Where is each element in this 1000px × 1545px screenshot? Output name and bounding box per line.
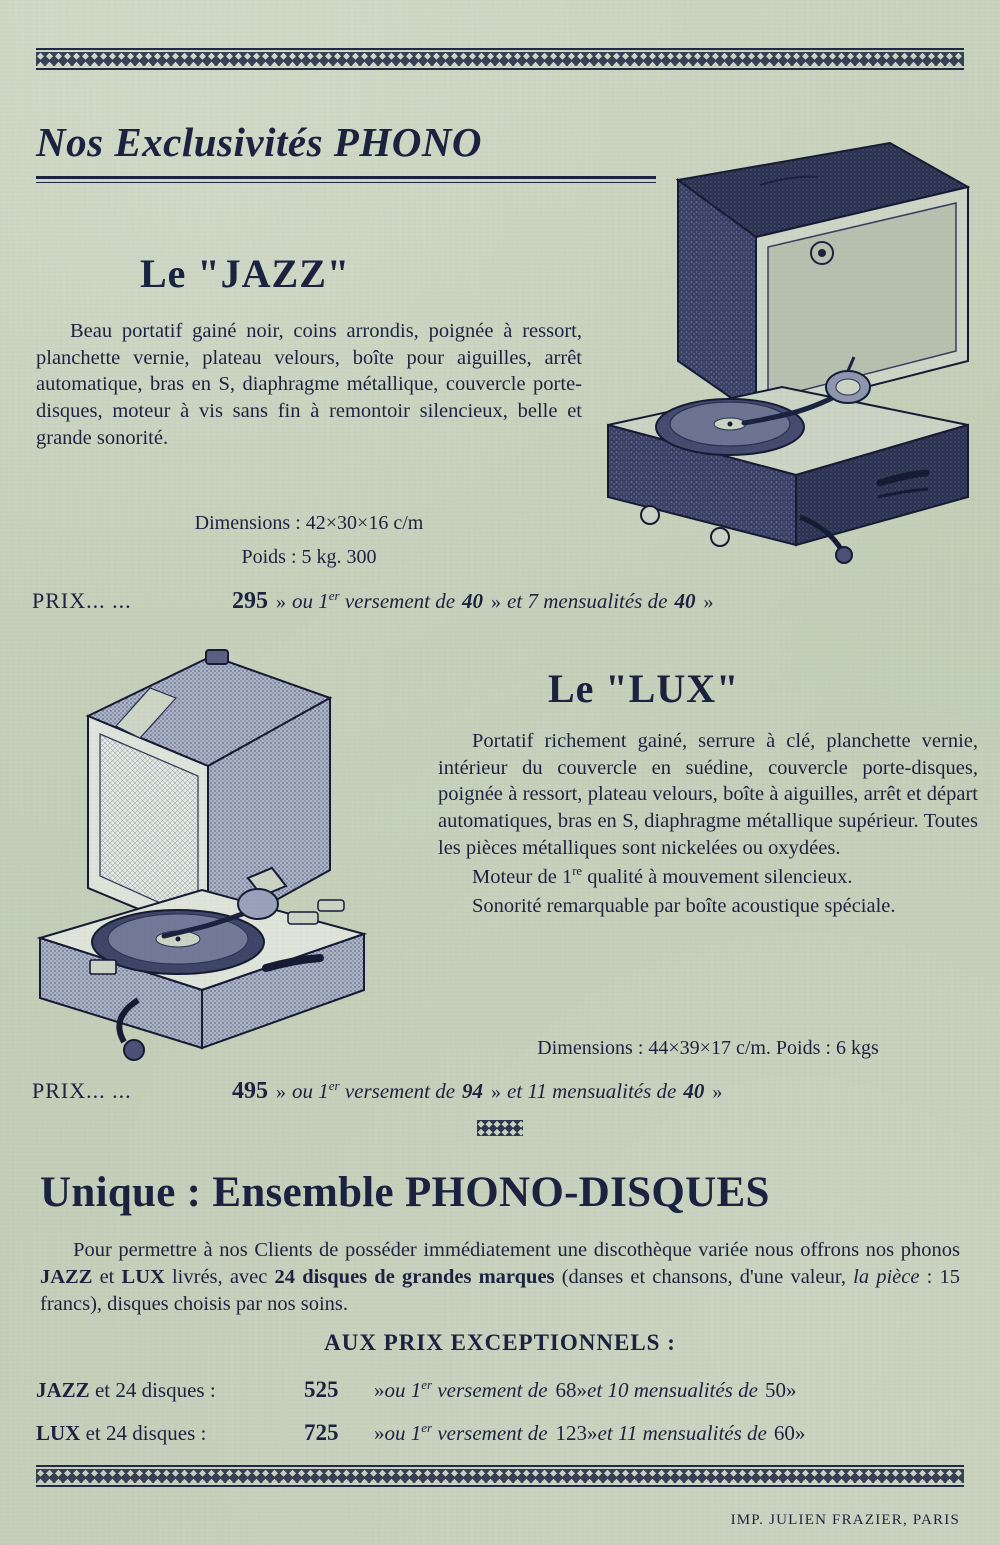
currency-mark-8: » <box>576 1378 588 1402</box>
combo-label-lux: LUX et 24 disques : <box>36 1421 207 1445</box>
ornamental-band-top <box>36 48 964 70</box>
imprint-line: IMP. JULIEN FRAZIER, PARIS <box>730 1512 960 1528</box>
monthly-intro-jazz: et 7 mensualités de <box>507 589 668 613</box>
product-dimensions-jazz: Dimensions : 42×30×16 c/m <box>194 512 424 534</box>
promo-italic: la pièce <box>853 1266 920 1289</box>
currency-mark-11: » <box>587 1421 598 1445</box>
promo-description <box>40 1237 960 1318</box>
installment-intro-jazz: ou 1 <box>292 589 329 613</box>
installment-intro-lux: ou 1 <box>292 1079 329 1103</box>
price-label-jazz: PRIX... ... <box>32 588 132 613</box>
product-weight-jazz: Poids : 5 kg. 300 <box>241 546 377 568</box>
combo-offer-lux: LUX et 24 disques : 725 » ou 1er versement de 123 » et 11 mensualités de 60 » <box>36 1420 806 1445</box>
promo-text-2: livrés, avec <box>164 1266 275 1289</box>
combo-offer-jazz: JAZZ et 24 disques : 525 » ou 1er versement de 68 » et 10 mensualités de 50 » <box>36 1377 797 1402</box>
currency-mark-5: » <box>491 1081 502 1103</box>
promo-text-1: Pour permettre à nos Clients de posséder immédiatement une discothèque variée nous offrons nos phonos <box>73 1239 961 1261</box>
installment-rest-lux: versement de <box>344 1079 456 1103</box>
price-row-jazz <box>32 588 972 615</box>
down-payment-lux: 94 <box>462 1079 484 1103</box>
title-underline <box>36 176 656 183</box>
price-amount-jazz: 295 <box>232 588 268 614</box>
jazz-gramophone-illustration <box>590 125 970 580</box>
combo-monthly-intro-lux: et 11 mensualités de <box>597 1421 767 1445</box>
price-row-lux <box>32 1078 972 1105</box>
promo-text-3: (danses et chansons, d'une valeur, <box>554 1266 854 1289</box>
installment-rest-jazz: versement de <box>344 589 456 613</box>
promo-lux: LUX <box>121 1266 165 1289</box>
currency-mark-12: » <box>794 1421 806 1445</box>
promo-discs: 24 disques de grandes marques <box>274 1266 555 1289</box>
currency-mark-2: » <box>491 591 502 613</box>
installment-sup-lux: er <box>328 1078 340 1093</box>
promo-and: et <box>92 1266 122 1289</box>
combo-monthly-intro-jazz: et 10 mensualités de <box>587 1378 758 1402</box>
promo-subtitle: AUX PRIX EXCEPTIONNELS : <box>324 1330 676 1355</box>
combo-down-lux: 123 <box>555 1421 588 1445</box>
promo-jazz: JAZZ <box>40 1266 93 1289</box>
lux-motor-line: Moteur de 1re qualité à mouvement silencieux. <box>472 864 853 889</box>
monthly-intro-lux: et 11 mensualités de <box>507 1079 677 1103</box>
combo-monthly-lux: 60 <box>773 1421 795 1445</box>
product-title-jazz: Le "JAZZ" <box>140 251 351 296</box>
promo-text-4: : 15 francs), disques choisis par nos soins. <box>40 1266 960 1316</box>
monthly-amount-jazz: 40 <box>674 589 696 613</box>
ornamental-band-bottom <box>36 1465 964 1487</box>
down-payment-jazz: 40 <box>462 589 484 613</box>
product-description-jazz: Beau portatif gainé noir, coins arrondis, poignée à ressort, planchette vernie, plateau velours, boîte pour aiguilles, arrêt automatique, bras en S, diaphragme métallique, couvercle porte-disques, moteur à vis sans fin à remontoir silencieux, belle et grande sonorité. <box>36 320 582 449</box>
combo-price-jazz: 525 <box>304 1377 339 1402</box>
combo-price-lux: 725 <box>304 1420 339 1445</box>
price-label-lux: PRIX... ... <box>32 1078 132 1103</box>
combo-monthly-jazz: 50 <box>764 1378 786 1402</box>
ornamental-divider <box>477 1120 523 1136</box>
product-dimensions-lux: Dimensions : 44×39×17 c/m. Poids : 6 kgs <box>537 1037 879 1059</box>
monthly-amount-lux: 40 <box>683 1079 705 1103</box>
combo-label-jazz: JAZZ et 24 disques : <box>36 1378 216 1402</box>
product-title-lux: Le "LUX" <box>548 666 740 711</box>
currency-mark-3: » <box>703 591 714 613</box>
currency-mark-9: » <box>785 1378 797 1402</box>
currency-mark-4: » <box>276 1081 286 1103</box>
installment-sup-jazz: er <box>328 588 340 603</box>
combo-installment-intro-jazz: ou 1 <box>384 1378 422 1402</box>
currency-mark-6: » <box>712 1081 723 1103</box>
lux-gramophone-illustration <box>30 638 420 1073</box>
currency-mark: » <box>276 591 286 613</box>
product-description-lux: Portatif richement gainé, serrure à clé, planchette vernie, intérieur du couvercle en suédine, couvercle porte-disques, poignée à ressort, plateau velours, boîte à aiguilles, arrêt et départ automatiques, bras en S, diaphragme métallique supérieur. Toutes les pièces métalliques sont nickelées ou oxydées. Moteur de 1re qualité à mouvement silencieux. Sonorité remarquable par boîte acoustique spéciale. <box>438 730 978 917</box>
currency-mark-10: » <box>374 1421 385 1445</box>
page-title: Nos Exclusivités PHONO <box>36 119 483 165</box>
combo-installment-intro-lux: ou 1 <box>384 1421 422 1445</box>
currency-mark-7: » <box>374 1378 385 1402</box>
combo-down-jazz: 68 <box>555 1378 577 1402</box>
price-amount-lux: 495 <box>232 1078 268 1104</box>
promo-title: Unique : Ensemble PHONO-DISQUES <box>40 1169 770 1216</box>
